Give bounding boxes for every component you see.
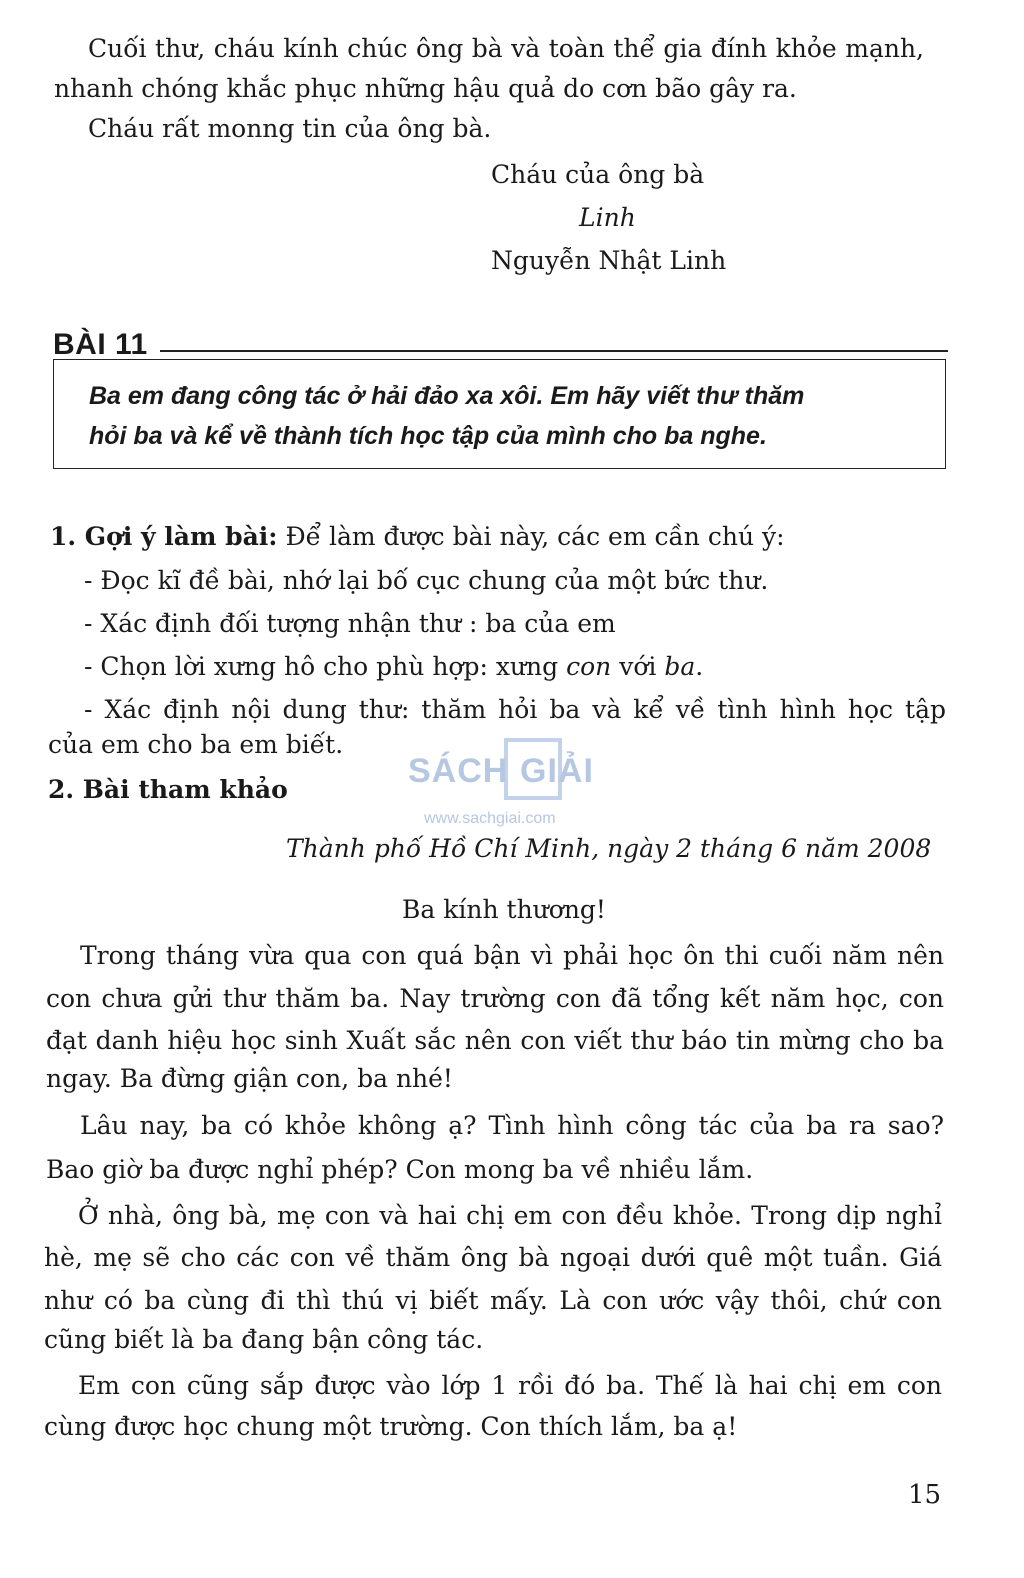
lesson-title-rule	[160, 350, 948, 352]
paragraph-2-line-1: Lâu nay, ba có khỏe không ạ? Tình hình công tác của ba ra sao?	[80, 1111, 944, 1140]
guide-item-4-line-1: - Xác định nội dung thư: thăm hỏi ba và kể về tình hình học tập	[84, 695, 946, 724]
paragraph-3-line-3: như có ba cùng đi thì thú vị biết mấy. Là con ước vậy thôi, chứ con	[44, 1286, 942, 1315]
paragraph-1-line-1: Trong tháng vừa qua con quá bận vì phải học ôn thi cuối năm nên	[80, 941, 944, 970]
paragraph-3-line-2: hè, mẹ sẽ cho các con về thăm ông bà ngoại dưới quê một tuần. Giá	[44, 1243, 942, 1272]
guide-heading: 1. Gợi ý làm bài:	[50, 522, 278, 551]
guide-item-3-text: - Chọn lời xưng hô cho phù hợp: xưng	[84, 652, 567, 681]
guide-item-3	[84, 652, 703, 682]
guide-item-3-voi: với	[611, 652, 665, 681]
guide-item-4-line-2: của em cho ba em biết.	[48, 730, 344, 759]
lesson-title: BÀI 11	[53, 328, 148, 361]
signature-handwritten: Linh	[579, 203, 636, 232]
task-line-2: hỏi ba và kể về thành tích học tập của mình cho ba nghe.	[89, 422, 767, 450]
paragraph-1-line-2: con chưa gửi thư thăm ba. Nay trường con đã tổng kết năm học, con	[46, 984, 944, 1013]
watermark-right: GIẢI	[520, 752, 594, 790]
paragraph-1-line-4: ngay. Ba đừng giận con, ba nhé!	[46, 1064, 453, 1093]
intro-line-2: nhanh chóng khắc phục những hậu quả do cơn bão gây ra.	[54, 74, 797, 103]
guide-item-3-ba: ba	[664, 652, 696, 681]
paragraph-1-line-3: đạt danh hiệu học sinh Xuất sắc nên con viết thư báo tin mừng cho ba	[46, 1026, 944, 1055]
watermark-url: www.sachgiai.com	[424, 810, 556, 827]
reference-heading: 2. Bài tham khảo	[48, 775, 288, 804]
signature-fullname: Nguyễn Nhật Linh	[491, 246, 727, 275]
paragraph-3-line-1: Ở nhà, ông bà, mẹ con và hai chị em con đều khỏe. Trong dịp nghỉ	[78, 1201, 942, 1230]
task-box	[53, 359, 946, 469]
paragraph-4-line-2: cùng được học chung một trường. Con thích lắm, ba ạ!	[44, 1412, 738, 1441]
letter-date: Thành phố Hồ Chí Minh, ngày 2 tháng 6 năm 2008	[286, 834, 932, 863]
page-number: 15	[908, 1480, 942, 1510]
guide-item-2: - Xác định đối tượng nhận thư : ba của em	[84, 609, 616, 638]
watermark-left: SÁCH	[408, 752, 509, 790]
paragraph-3-line-4: cũng biết là ba đang bận công tác.	[44, 1325, 484, 1354]
guide-item-3-period: .	[695, 652, 704, 681]
guide-heading-line	[50, 522, 785, 552]
guide-item-1: - Đọc kĩ đề bài, nhớ lại bố cục chung của một bức thư.	[84, 566, 769, 595]
guide-heading-rest: Để làm được bài này, các em cần chú ý:	[277, 522, 785, 551]
signature-closing: Cháu của ông bà	[491, 160, 705, 189]
paragraph-2-line-2: Bao giờ ba được nghỉ phép? Con mong ba về nhiều lắm.	[46, 1155, 754, 1184]
watermark-logo	[408, 738, 618, 838]
task-line-1: Ba em đang công tác ở hải đảo xa xôi. Em hãy viết thư thăm	[89, 382, 805, 410]
letter-salutation: Ba kính thương!	[402, 895, 606, 924]
intro-line-3: Cháu rất monng tin của ông bà.	[88, 114, 492, 143]
intro-line-1: Cuối thư, cháu kính chúc ông bà và toàn thể gia đính khỏe mạnh,	[88, 34, 924, 63]
paragraph-4-line-1: Em con cũng sắp được vào lớp 1 rồi đó ba. Thế là hai chị em con	[78, 1371, 942, 1400]
guide-item-3-con: con	[566, 652, 612, 681]
